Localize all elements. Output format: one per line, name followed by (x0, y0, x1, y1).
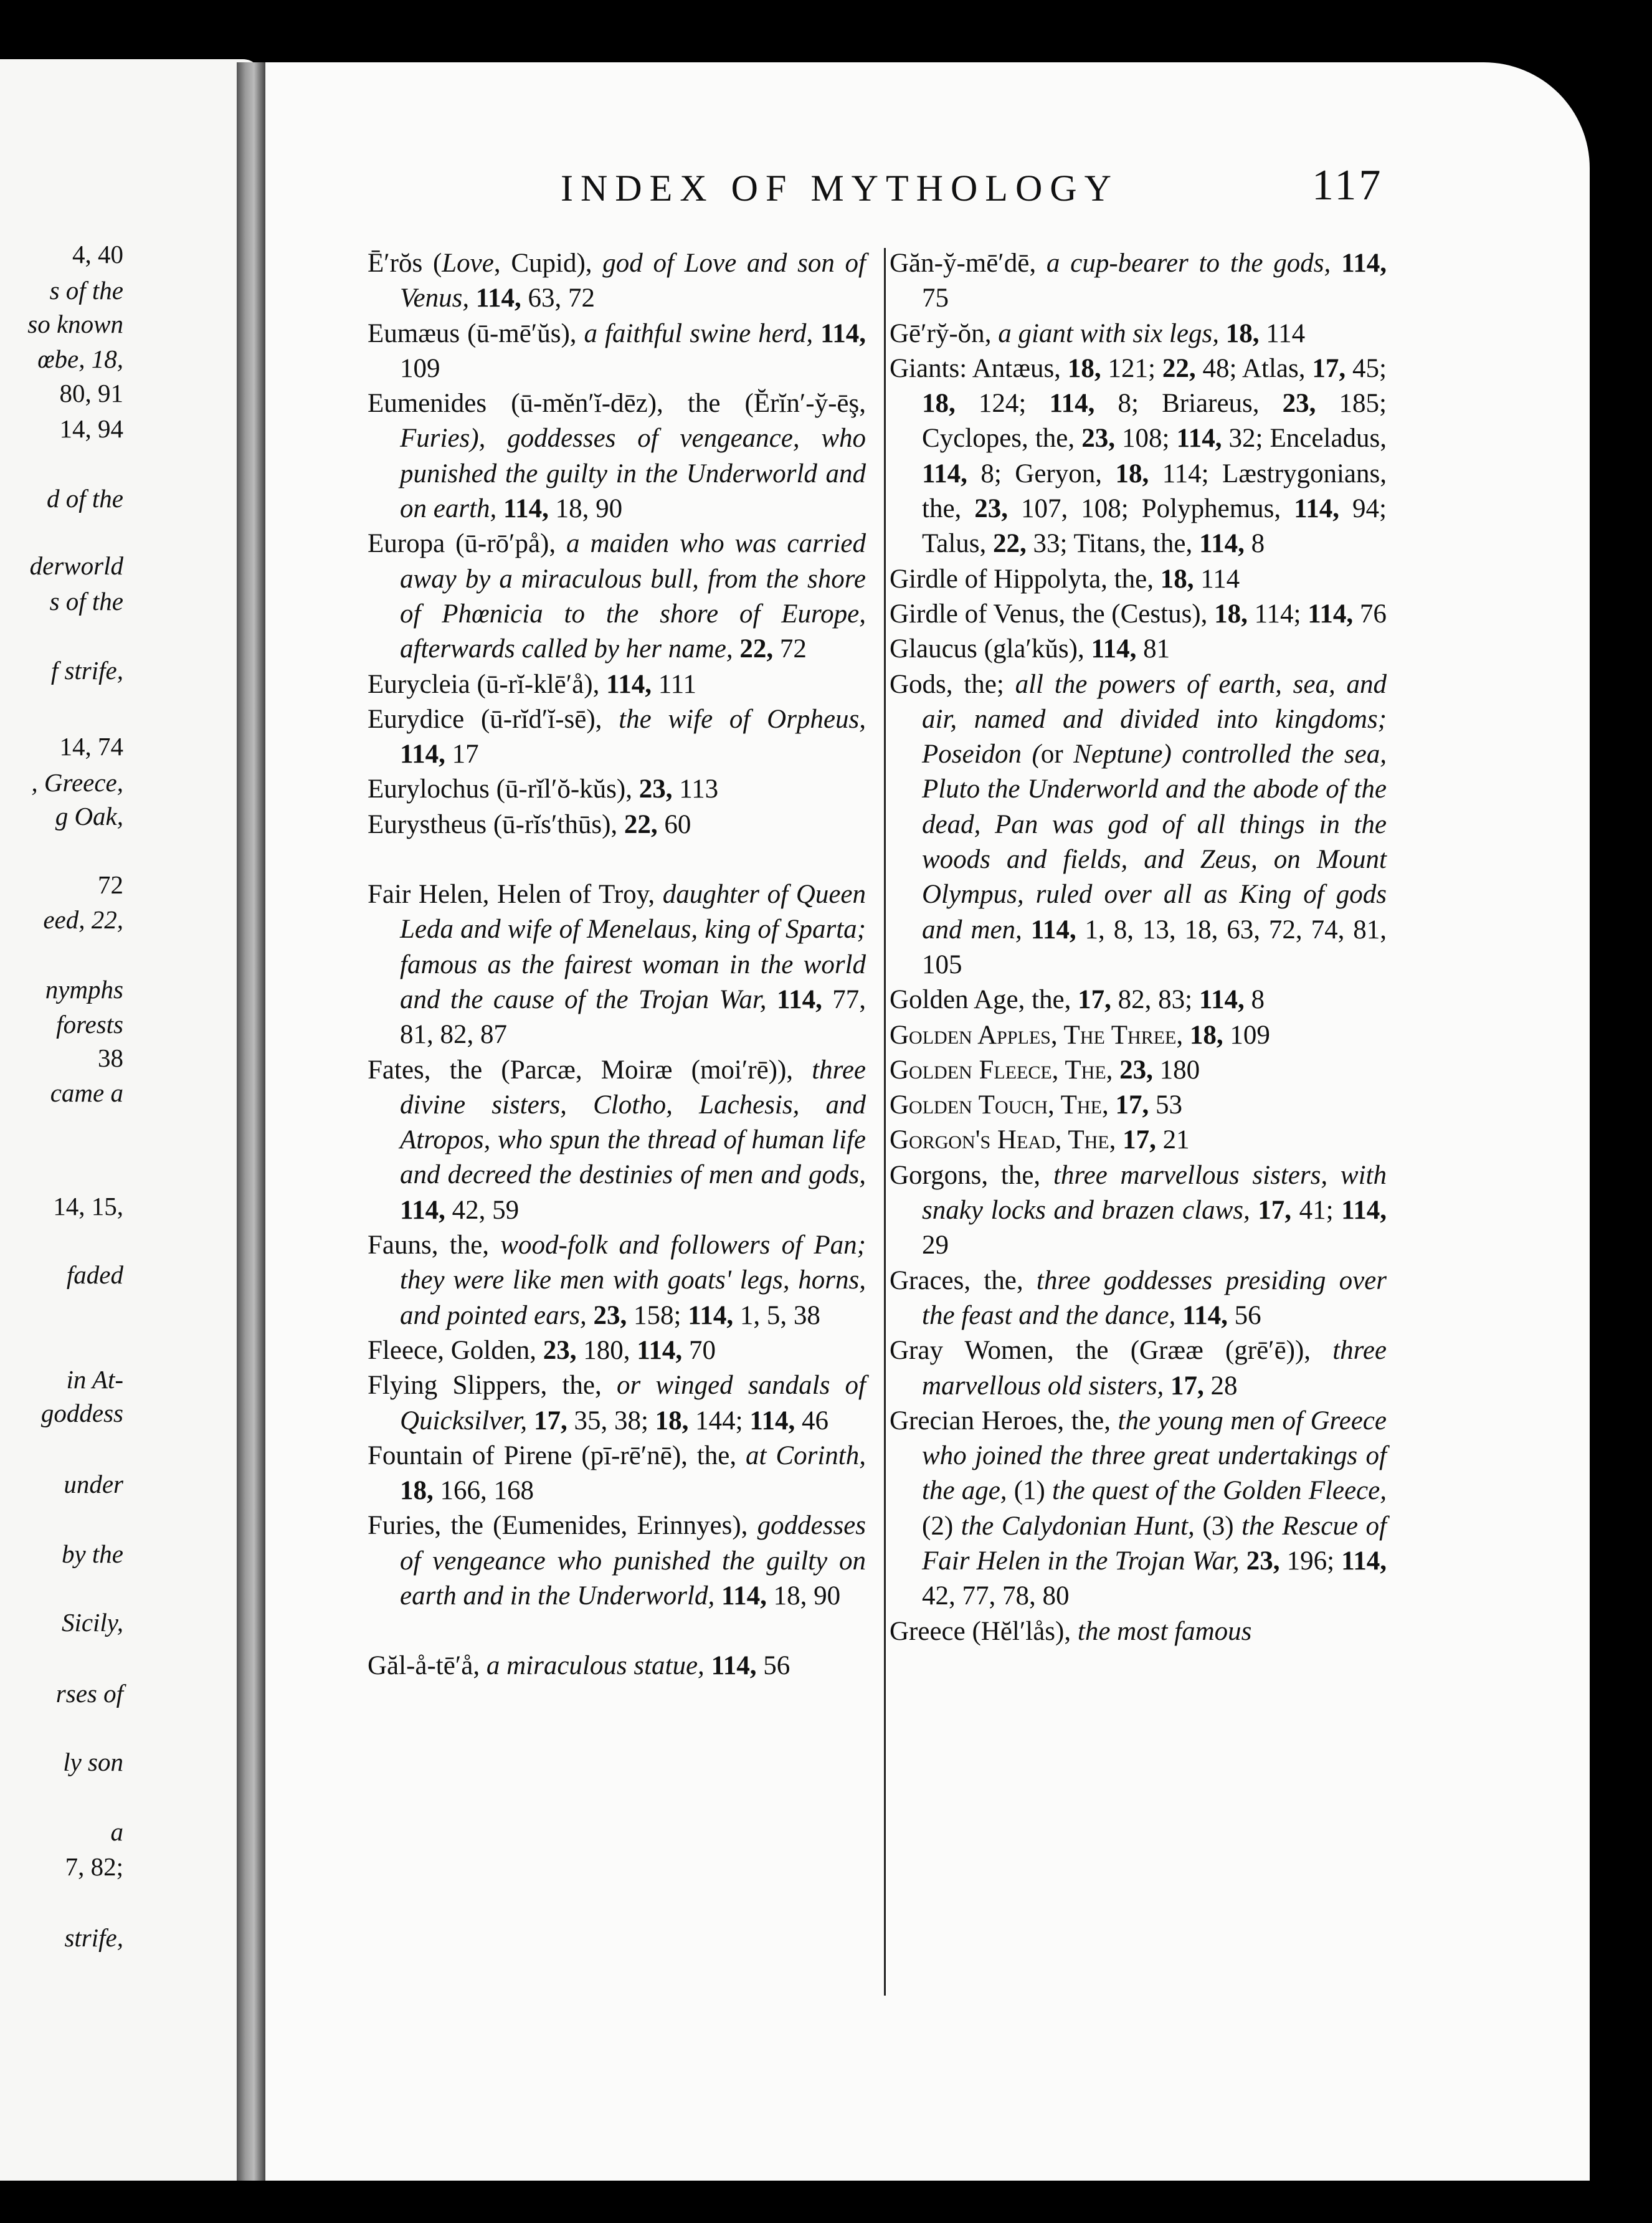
entry-headword: Eumæus (368, 318, 460, 348)
entry-text: 144; (688, 1406, 750, 1435)
facing-page-fragment: nymphs (45, 975, 123, 1004)
entry-headword: Eumenides (368, 389, 487, 419)
index-entry (890, 983, 1387, 1017)
entry-headword: Fair Helen (368, 880, 483, 910)
entry-headword: Ē′rŏs (368, 249, 423, 278)
entry-text: Neptune) controlled the sea, Pluto the Underworld and the abode of the dead, Pan was god of all things in the woods and fields, and Zeus, on Mount Olympus, ruled over all as King of gods and men, (922, 740, 1387, 945)
entry-text: 70 (682, 1335, 716, 1365)
entry-text: 114, (1199, 985, 1245, 1015)
index-entry (890, 351, 1387, 562)
entry-text: all the powers of earth, sea, and air, named and divided into kingdoms; Poseidon ( (922, 669, 1387, 769)
entry-headword: Greece (890, 1616, 966, 1646)
entry-text: 48; Atlas, (1195, 353, 1313, 383)
entry-text: 114, (1182, 1300, 1228, 1330)
entry-text: , (1176, 1020, 1190, 1050)
facing-page-fragment: in At- (66, 1365, 123, 1394)
entry-text: daughter of Queen Leda and wife of Menelaus, king of Sparta; famous as the fairest woman in the world and the cause of the Trojan War, (400, 880, 866, 1014)
index-entry (368, 702, 866, 773)
entry-text: god of Love and son of Venus, (400, 249, 866, 313)
index-entry (368, 1053, 866, 1228)
index-entry (368, 1508, 866, 1614)
facing-page-fragment: eed, 22, (43, 905, 123, 934)
entry-text: 113 (672, 774, 719, 804)
index-entry (368, 246, 866, 317)
entry-text: 114 (1194, 564, 1240, 594)
entry-headword: Fountain of Pirene (368, 1440, 572, 1470)
entry-headword: Eurydice (368, 704, 465, 734)
entry-text: (3) (1202, 1511, 1234, 1541)
entry-text: the Rescue of Fair Helen in the Trojan War, (922, 1511, 1387, 1576)
entry-text: 41; (1291, 1196, 1342, 1226)
entry-text: 17, (1170, 1371, 1204, 1401)
entry-text: 114, (1294, 494, 1340, 524)
entry-text: , Cupid), (493, 249, 603, 278)
facing-page-fragment: 38 (98, 1044, 123, 1072)
facing-page-fragment: 14, 15, (53, 1192, 123, 1221)
entry-text: 63, 72 (521, 283, 595, 313)
index-entry (368, 1333, 866, 1368)
entry-text: 22, (993, 529, 1027, 559)
entry-text: , the, (540, 1371, 617, 1401)
entry-text: , Golden, (437, 1335, 543, 1365)
entry-text: 8 (1244, 529, 1265, 559)
index-entry (890, 1333, 1387, 1404)
index-entry (368, 667, 866, 702)
index-entry (368, 526, 866, 667)
index-entry (890, 632, 1387, 667)
entry-text: Furies), goddesses of vengeance, who punished the guilty in the Underworld and on earth, (400, 424, 866, 524)
entry-text: 46 (795, 1406, 828, 1435)
entry-text: goddesses of vengeance who punished the guilty on earth and in the Underworld, (400, 1511, 866, 1611)
entry-text: 94; Talus, (922, 494, 1387, 559)
entry-text: , the, (1018, 985, 1078, 1015)
entry-text: (Hĕl′lås), (965, 1616, 1078, 1646)
entry-text: , the, (1057, 1406, 1118, 1435)
entry-text: 17, (1312, 353, 1346, 383)
entry-text: (ū-rĭs′thūs), (487, 809, 624, 839)
entry-text: , the; (946, 669, 1015, 699)
entry-text: 42, 59 (445, 1195, 520, 1225)
entry-text: 82, 83; (1111, 985, 1199, 1015)
entry-text: , the, (964, 1265, 1037, 1295)
facing-page-fragment: s of the (49, 587, 123, 616)
entry-text: , (1029, 249, 1047, 278)
entry-text: , the (Parcæ, Moiræ (moi′rē)), (424, 1055, 812, 1085)
entry-text: 196; (1279, 1546, 1342, 1576)
entry-text: 17 (445, 740, 479, 769)
entry-text: 18, (1067, 353, 1101, 383)
index-column-right (890, 246, 1387, 1649)
facing-page-edge (0, 59, 262, 2181)
entry-text: 21 (1156, 1125, 1190, 1155)
entry-text: 56 (756, 1651, 790, 1681)
entry-headword: Găn-y̆-mē′dē (890, 249, 1030, 278)
entry-text: 17, (1078, 985, 1111, 1015)
entry-headword: Girdle of Hippolyta (890, 564, 1101, 594)
entry-headword: Eurystheus (368, 809, 487, 839)
entry-text: , the (Cestus), (1058, 599, 1215, 629)
entry-text: (ū-rĭl′ŏ-kŭs), (489, 774, 639, 804)
column-divider (884, 248, 886, 1996)
entry-text: 8 (1244, 985, 1265, 1015)
index-entry (890, 667, 1387, 983)
facing-page-fragment: g Oak, (55, 802, 123, 831)
entry-text: , (1109, 1125, 1123, 1155)
entry-text: 23, (1282, 389, 1316, 419)
entry-text: the young men of Greece who joined the three great undertakings of the age, (922, 1406, 1387, 1506)
index-entry (890, 1123, 1387, 1158)
entry-headword: Fates (368, 1055, 424, 1085)
entry-headword: Golden Fleece, The (890, 1055, 1106, 1085)
facing-page-fragment: 4, 40 (72, 240, 123, 269)
entry-text: 114, (688, 1300, 734, 1330)
entry-text: 23, (1081, 424, 1115, 454)
facing-page-fragment: rses of (55, 1679, 123, 1708)
entry-text: 114, (400, 1195, 445, 1225)
entry-text: , (1106, 1055, 1120, 1085)
facing-page-fragment: derworld (29, 551, 123, 580)
entry-headword: Golden Touch, The (890, 1090, 1102, 1120)
entry-text: a giant with six legs, (998, 318, 1226, 348)
entry-text: 56 (1227, 1300, 1261, 1330)
facing-page-fragment: Sicily, (61, 1608, 123, 1637)
facing-page-fragment: œbe, 18, (37, 345, 123, 373)
index-entry (368, 1228, 866, 1333)
entry-headword: Europa (368, 529, 445, 559)
entry-text: 114, (820, 318, 866, 348)
entry-text: (2) (922, 1511, 954, 1541)
entry-text: or winged sandals of Quicksilver, (400, 1371, 866, 1435)
entry-text: 60 (657, 809, 691, 839)
entry-text: 114, (1091, 634, 1137, 664)
entry-text: , Helen of Troy, (482, 880, 663, 910)
entry-text: 17, (1115, 1090, 1149, 1120)
entry-text: 23, (593, 1300, 627, 1330)
entry-text: 53 (1149, 1090, 1182, 1120)
entry-headword: Găl-å-tē′å (368, 1651, 473, 1681)
facing-page-fragment: a (110, 1817, 123, 1846)
entry-text: 121; (1101, 353, 1162, 383)
index-entry (368, 1649, 866, 1683)
entry-text: a faithful swine herd, (584, 318, 821, 348)
entry-text: 18, (400, 1476, 434, 1506)
facing-page-fragment: under (64, 1470, 123, 1498)
entry-text: 18, (1225, 318, 1260, 348)
index-entry (890, 1158, 1387, 1264)
entry-text: 81 (1136, 634, 1170, 664)
entry-text: 45; (1346, 353, 1387, 383)
entry-headword: Eurylochus (368, 774, 490, 804)
entry-headword: Glaucus (890, 634, 977, 664)
entry-text: 114, (776, 984, 822, 1014)
entry-text: 22, (1162, 353, 1196, 383)
entry-text: 158; (627, 1300, 688, 1330)
index-entry (368, 877, 866, 1052)
running-head: INDEX OF MYTHOLOGY (561, 168, 1119, 209)
entry-headword: Eurycleia (368, 669, 470, 699)
entry-text: 77, 81, 82, 87 (400, 984, 866, 1050)
index-entry (890, 1088, 1387, 1123)
entry-text: , the, (431, 1231, 501, 1260)
entry-text: 111 (651, 669, 697, 699)
entry-text: 18, (1115, 459, 1149, 488)
entry-text: 114, (711, 1651, 757, 1681)
entry-text: 114, (1341, 1196, 1387, 1226)
facing-page-fragment: s of the (49, 276, 123, 305)
entry-text: 17, (1258, 1196, 1292, 1226)
entry-text: 114, (1199, 529, 1245, 559)
entry-text: three marvellous sisters, with snaky locks and brazen claws, (922, 1160, 1387, 1226)
entry-text: 166, 168 (433, 1476, 534, 1506)
entry-text: or (1040, 740, 1063, 769)
entry-text: 114, (922, 459, 967, 488)
entry-text: 114, (749, 1406, 795, 1435)
facing-page-fragment: 14, 74 (59, 732, 123, 761)
entry-text: 23, (1119, 1055, 1153, 1085)
page-number: 117 (1312, 161, 1384, 209)
entry-text: 18, (1214, 599, 1248, 629)
entry-text: 114, (721, 1581, 767, 1611)
entry-text: three goddesses presiding over the feast and the dance, (922, 1265, 1387, 1330)
facing-page-fragment: goddess (40, 1399, 123, 1427)
entry-text: 22, (739, 634, 774, 664)
entry-text: 114, (1176, 424, 1222, 454)
index-entry (890, 246, 1387, 317)
facing-page-fragment: so known (27, 310, 123, 338)
entry-text: 114, (637, 1335, 683, 1365)
entry-text: (ū-mē′ŭs), (460, 318, 584, 348)
entry-headword: Furies (368, 1511, 435, 1541)
entry-text: 17, (533, 1406, 567, 1435)
entry-text: a miraculous statue, (486, 1651, 711, 1681)
facing-page-fragment: ly son (63, 1748, 123, 1776)
entry-text: 185; Cyclopes, the, (922, 389, 1387, 454)
entry-text: 75 (922, 283, 949, 313)
entry-text: 18, (1160, 564, 1194, 594)
entry-text: 18, (655, 1406, 689, 1435)
entry-text: 180 (1152, 1055, 1200, 1085)
entry-text: 23, (974, 494, 1009, 524)
entry-text: 124; (955, 389, 1050, 419)
index-entry (368, 772, 866, 807)
entry-text: 23, (543, 1335, 577, 1365)
index-entry (368, 1368, 866, 1439)
index-column-left (368, 246, 866, 1684)
index-entry (368, 386, 866, 526)
entry-text: 29 (922, 1231, 949, 1260)
entry-text: 76 (1353, 599, 1387, 629)
entry-text: 17, (1123, 1125, 1156, 1155)
index-entry (890, 317, 1387, 351)
facing-page-fragment: by the (61, 1540, 123, 1568)
facing-page-fragment: 72 (98, 870, 123, 899)
entry-text: the quest of the Golden Fleece, (1045, 1476, 1387, 1506)
entry-text: 8; Geryon, (967, 459, 1116, 488)
entry-headword: Grecian Heroes (890, 1406, 1058, 1435)
entry-text: (pī-rē′nē), the, (572, 1440, 746, 1470)
index-entry (368, 317, 866, 387)
entry-text: 72 (773, 634, 807, 664)
index-entry (368, 807, 866, 842)
facing-page-fragment: , Greece, (31, 768, 123, 797)
entry-text: 114, (1049, 389, 1095, 419)
entry-text: , (984, 318, 999, 348)
entry-text: 107, 108; Polyphemus, (1008, 494, 1294, 524)
entry-text: 109 (400, 353, 440, 383)
entry-text: 114; (1247, 599, 1308, 629)
entry-text: at Corinth, (746, 1440, 866, 1470)
entry-text: (ū-rō′på), (445, 529, 567, 559)
index-entry (890, 1018, 1387, 1053)
entry-text: 114, (503, 494, 549, 524)
entry-text: (1) (1014, 1476, 1045, 1506)
entry-text: , (473, 1651, 487, 1681)
entry-text: (ū-rĭ-klē′å), (470, 669, 607, 699)
index-entry (890, 562, 1387, 597)
entry-headword: Gray Women (890, 1336, 1048, 1366)
entry-text: : Antæus, (959, 353, 1068, 383)
entry-text: (ū-mĕn′ĭ-dēz), the (Ĕrĭn′-y̆-ēş, (487, 389, 866, 419)
facing-page-fragment: d of the (47, 484, 123, 513)
facing-page-fragment: forests (56, 1010, 123, 1039)
entry-text: a cup-bearer to the gods, (1046, 249, 1342, 278)
entry-text: 23, (1246, 1546, 1280, 1576)
entry-text: Love (442, 249, 494, 278)
entry-headword: Gods (890, 669, 946, 699)
entry-text: 180, (576, 1335, 637, 1365)
entry-text: 114, (1341, 249, 1387, 278)
entry-headword: Gē′ry̆-ŏn (890, 318, 985, 348)
entry-text: 1, 8, 13, 18, 63, 72, 74, 81, 105 (922, 915, 1387, 979)
entry-text: wood-folk and followers of Pan; they were like men with goats' legs, horns, and pointed ears, (400, 1231, 866, 1330)
index-entry (890, 1614, 1387, 1649)
entry-text: the wife of Orpheus, (619, 704, 866, 734)
entry-text: 114; Læstrygonians, the, (922, 459, 1387, 524)
entry-text: (gla′kŭs), (977, 634, 1091, 664)
entry-text: 42, 77, 78, 80 (922, 1581, 1070, 1611)
entry-text: 18, (922, 389, 956, 419)
entry-text: 23, (638, 774, 673, 804)
index-entry (890, 1404, 1387, 1614)
entry-text: , the (Grææ (grē′ē)), (1047, 1336, 1333, 1366)
entry-text: 32; Enceladus, (1222, 424, 1387, 454)
entry-text: three marvellous old sisters, (922, 1336, 1387, 1401)
entry-headword: Gorgon's Head, The (890, 1125, 1109, 1155)
entry-text: 114, (606, 669, 652, 699)
facing-page-fragment: f strife, (50, 656, 123, 685)
entry-text: 114, (475, 283, 521, 313)
entry-headword: Golden Apples, The Three (890, 1020, 1177, 1050)
book-gutter (237, 62, 265, 2181)
entry-headword: Girdle of Venus (890, 599, 1059, 629)
entry-text: 108; (1114, 424, 1177, 454)
facing-page-fragment: strife, (64, 1923, 123, 1952)
entry-text: a maiden who was carried away by a miraculous bull, from the shore of Phœnicia to the shore of Europe, afterwards called by her name, (400, 529, 866, 664)
entry-headword: Gorgons (890, 1160, 982, 1190)
entry-headword: Golden Age (890, 985, 1018, 1015)
entry-text: 1, 5, 38 (733, 1300, 820, 1330)
index-entry (890, 1264, 1387, 1334)
entry-text: 114, (1308, 599, 1354, 629)
entry-text: 109 (1223, 1020, 1270, 1050)
entry-text: , the (Eumenides, Erinnyes), (434, 1511, 757, 1541)
entry-headword: Giants (890, 353, 960, 383)
letter-section-gap (368, 1614, 866, 1649)
entry-text: 114, (1341, 1546, 1387, 1576)
facing-page-fragment: 80, 91 (59, 379, 123, 407)
entry-text: three divine sisters, Clotho, Lachesis, and Atropos, who spun the thread of human life and decreed the destinies of men and gods, (400, 1055, 866, 1190)
entry-text: the Calydonian Hunt, (953, 1511, 1203, 1541)
facing-page-fragment: 7, 82; (65, 1852, 123, 1881)
entry-text: , the, (1101, 564, 1161, 594)
index-entry (890, 1053, 1387, 1088)
entry-text: 114, (400, 740, 445, 769)
entry-text: the most famous (1077, 1616, 1252, 1646)
index-entry (890, 597, 1387, 632)
entry-text: 35, 38; (567, 1406, 655, 1435)
entry-text: 18, 90 (766, 1581, 841, 1611)
entry-text: , the, (981, 1160, 1053, 1190)
entry-text: 8; Briareus, (1094, 389, 1283, 419)
entry-headword: Graces (890, 1265, 964, 1295)
entry-text: 18, 90 (548, 494, 623, 524)
entry-text: 114, (1030, 915, 1076, 945)
facing-page-fragment: came a (50, 1078, 123, 1107)
index-entry (368, 1439, 866, 1509)
entry-headword: Flying Slippers (368, 1371, 541, 1401)
entry-text: 28 (1203, 1371, 1238, 1401)
entry-headword: Fleece (368, 1335, 438, 1365)
entry-text: 22, (624, 809, 658, 839)
facing-page-fragment: 14, 94 (59, 414, 123, 443)
letter-section-gap (368, 842, 866, 877)
entry-text: 114 (1259, 318, 1306, 348)
entry-text: ( (422, 249, 442, 278)
entry-text: 18, (1189, 1020, 1223, 1050)
entry-headword: Fauns (368, 1231, 432, 1260)
facing-page-fragment: faded (66, 1260, 123, 1289)
entry-text: (ū-rĭd′ĭ-sē), (464, 704, 619, 734)
entry-text: 33; Titans, the, (1026, 529, 1199, 559)
entry-text: , (1101, 1090, 1116, 1120)
